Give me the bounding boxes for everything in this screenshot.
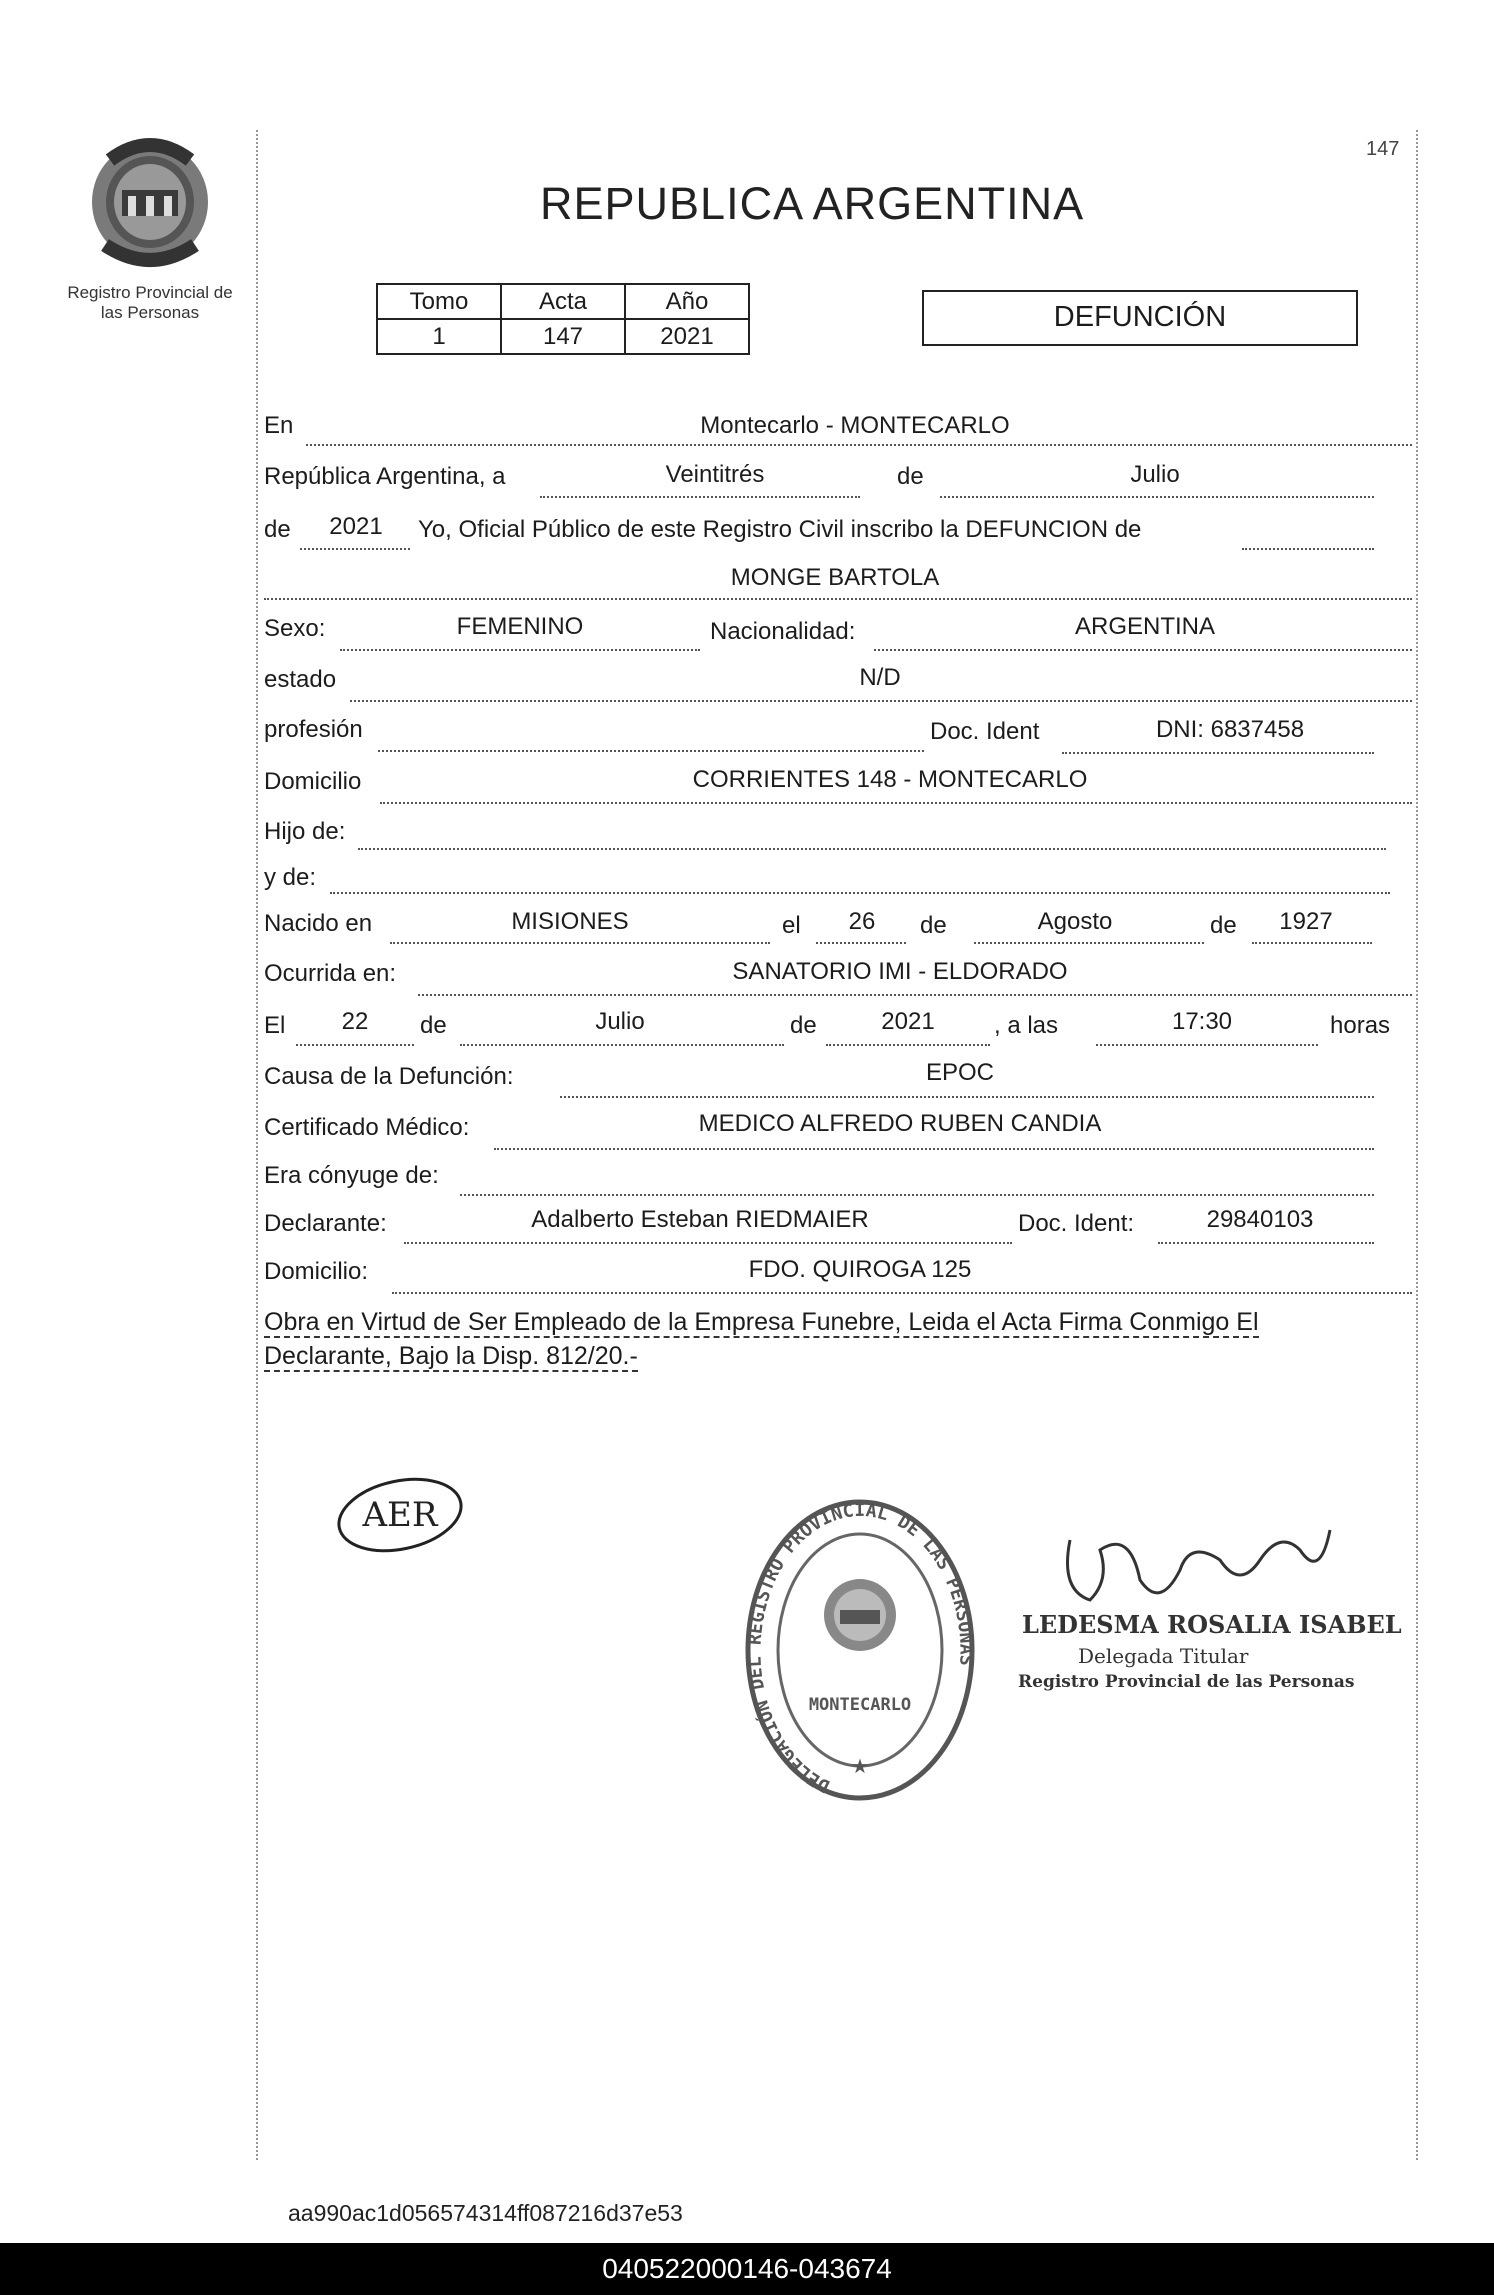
- de-label-2: de: [920, 912, 947, 939]
- estado-value: N/D: [859, 664, 901, 691]
- official-role: Delegada Titular: [1078, 1644, 1249, 1668]
- doc-ident-label: Doc. Ident: [930, 718, 1040, 745]
- death-day-value: 22: [341, 1008, 369, 1035]
- birth-day-line: [816, 942, 906, 944]
- death-month-value: Julio: [595, 1008, 645, 1035]
- initials-mark: [330, 1470, 470, 1560]
- conyuge-line: [460, 1194, 1374, 1196]
- certificado-line: [494, 1148, 1374, 1150]
- registry-label-line2: las Personas: [100, 303, 200, 322]
- estado-label: estado: [264, 666, 337, 693]
- birth-year-value: 1927: [1279, 908, 1333, 935]
- record-header-anio: Año: [625, 284, 749, 319]
- stamp-inner-text: MONTECARLO: [808, 1695, 912, 1715]
- record-value-tomo: 1: [377, 319, 501, 354]
- right-margin-rule: [1416, 130, 1418, 2160]
- el-cap-label: El: [264, 1012, 286, 1039]
- birth-month-line: [974, 942, 1204, 944]
- left-margin-rule: [256, 130, 258, 2160]
- deceased-name: MONGE BARTOLA: [730, 564, 940, 591]
- death-year-line: [826, 1044, 990, 1046]
- month-value: Julio: [1130, 461, 1180, 488]
- misiones-seal-icon: [80, 130, 220, 270]
- provincial-seal: [60, 130, 240, 323]
- ocurrida-line: [418, 994, 1412, 996]
- death-year-value: 2021: [881, 1008, 935, 1035]
- doc-ident-line: [1062, 752, 1374, 754]
- decl-doc-value: 29840103: [1206, 1206, 1314, 1233]
- page-title: REPUBLICA ARGENTINA: [540, 178, 1085, 229]
- nacido-label: Nacido en: [264, 910, 373, 937]
- registry-label: [60, 283, 240, 323]
- conyuge-label: Era cónyuge de:: [264, 1162, 439, 1189]
- official-name: LEDESMA ROSALIA ISABEL: [1022, 1610, 1402, 1639]
- deceased-name-line: [264, 598, 1412, 600]
- barcode-strip: 040522000146-043674: [0, 2243, 1494, 2295]
- de-label-1: de: [897, 463, 924, 490]
- certificado-value: MEDICO ALFREDO RUBEN CANDIA: [698, 1110, 1102, 1137]
- year-line: [300, 548, 410, 550]
- estado-line: [350, 700, 1412, 702]
- causa-line: [560, 1096, 1374, 1098]
- profesion-line: [378, 750, 924, 752]
- profesion-label: profesión: [264, 716, 363, 743]
- death-day-line: [296, 1044, 414, 1046]
- horas-label: horas: [1330, 1012, 1391, 1039]
- decl-doc-label: Doc. Ident:: [1018, 1210, 1135, 1237]
- hijo-line: [358, 848, 1386, 850]
- a-las-label: , a las: [994, 1012, 1059, 1039]
- nacionalidad-line: [874, 649, 1412, 651]
- observation-line1: Obra en Virtud de Ser Empleado de la Empresa Funebre, Leida el Acta Firma Conmigo El: [264, 1308, 1259, 1336]
- de-label-3: de: [1210, 912, 1237, 939]
- en-label: En: [264, 412, 294, 439]
- oficial-statement: Yo, Oficial Público de este Registro Civil inscribo la DEFUNCION de: [418, 516, 1142, 543]
- death-time-value: 17:30: [1171, 1008, 1233, 1035]
- month-line: [940, 496, 1374, 498]
- birth-year-line: [1252, 942, 1372, 944]
- certificado-label: Certificado Médico:: [264, 1114, 470, 1141]
- domicilio-label: Domicilio: [264, 768, 362, 795]
- observation-line2: Declarante, Bajo la Disp. 812/20.-: [264, 1342, 638, 1370]
- sexo-line: [340, 649, 700, 651]
- decl-doc-line: [1158, 1242, 1374, 1244]
- yde-line: [330, 892, 1390, 894]
- ocurrida-en-value: SANATORIO IMI - ELDORADO: [732, 958, 1068, 985]
- official-org: Registro Provincial de las Personas: [1018, 1672, 1355, 1692]
- de-label-5: de: [790, 1012, 817, 1039]
- causa-value: EPOC: [925, 1059, 994, 1086]
- decl-domicilio-line: [392, 1292, 1412, 1294]
- record-table-value-row: [377, 319, 749, 354]
- day-words-line: [540, 496, 860, 498]
- page-number: 147: [1366, 138, 1400, 160]
- statement-line: [1242, 548, 1374, 550]
- registry-label-line1: Registro Provincial de: [67, 283, 233, 302]
- declarante-line: [404, 1242, 1012, 1244]
- stamp-star-icon: ★: [851, 1756, 869, 1778]
- death-month-line: [460, 1044, 784, 1046]
- de-label-4: de: [420, 1012, 447, 1039]
- year-prefix-label: de: [264, 516, 291, 543]
- declarante-value: Adalberto Esteban RIEDMAIER: [531, 1206, 869, 1233]
- decl-domicilio-value: FDO. QUIROGA 125: [748, 1256, 972, 1283]
- nacido-en-value: MISIONES: [511, 908, 629, 935]
- record-value-anio: 2021: [625, 319, 749, 354]
- day-words-value: Veintitrés: [665, 461, 765, 488]
- year-value: 2021: [329, 513, 383, 540]
- el-label: el: [782, 912, 801, 939]
- record-value-acta: 147: [501, 319, 625, 354]
- ocurrida-label: Ocurrida en:: [264, 960, 397, 987]
- hijo-label: Hijo de:: [264, 818, 346, 845]
- stamp-ring-text: DELEGACIÓN DEL REGISTRO PROVINCIAL DE LAS PERSONAS: [744, 1499, 977, 1797]
- official-stamp: [740, 1495, 980, 1805]
- record-header-acta: Acta: [501, 284, 625, 319]
- domicilio-line: [380, 802, 1412, 804]
- death-time-line: [1096, 1044, 1318, 1046]
- document-hash: aa990ac1d056574314ff087216d37e53: [288, 2200, 683, 2226]
- record-table: [376, 283, 750, 355]
- decl-domicilio-label: Domicilio:: [264, 1258, 369, 1285]
- sexo-label: Sexo:: [264, 615, 326, 642]
- doc-ident-value: DNI: 6837458: [1155, 716, 1305, 743]
- birth-month-value: Agosto: [1037, 908, 1113, 935]
- initials-text: AER: [362, 1495, 438, 1535]
- causa-label: Causa de la Defunción:: [264, 1063, 514, 1090]
- act-type-box: DEFUNCIÓN: [922, 290, 1358, 346]
- declarante-label: Declarante:: [264, 1210, 387, 1237]
- observation-text: [264, 1305, 1414, 1373]
- record-table-header-row: [377, 284, 749, 319]
- yde-label: y de:: [264, 864, 317, 891]
- republica-label: República Argentina, a: [264, 463, 506, 490]
- sexo-value: FEMENINO: [456, 613, 584, 640]
- domicilio-value: CORRIENTES 148 - MONTECARLO: [692, 766, 1088, 793]
- nacionalidad-value: ARGENTINA: [1074, 613, 1215, 640]
- nacionalidad-label: Nacionalidad:: [710, 618, 856, 645]
- place-line: [306, 444, 1412, 446]
- birth-day-value: 26: [848, 908, 876, 935]
- place-value: Montecarlo - MONTECARLO: [700, 412, 1010, 439]
- nacido-en-line: [390, 942, 770, 944]
- record-header-tomo: Tomo: [377, 284, 501, 319]
